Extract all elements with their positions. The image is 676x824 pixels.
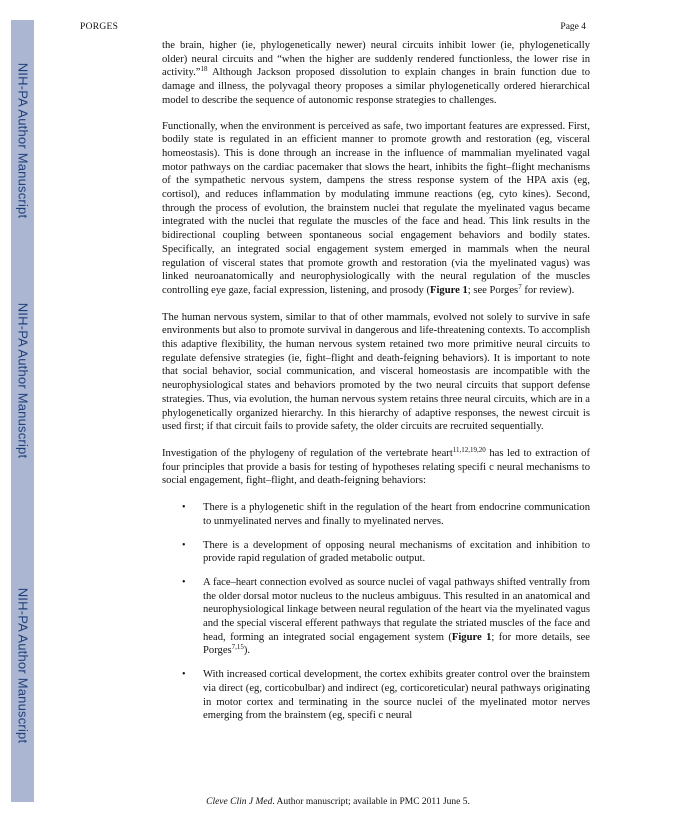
paragraph-3: The human nervous system, similar to that of other mammals, evolved not solely to survive in safe environments but also to promote survival in dangerous and life-threatening contexts. To accomplish this adaptive flexibility, the human nervous system retained two more primitive neural circuits to regulate defensive strategies (ie, fight–flight and death-feigning behaviors). It is important to note that social behavior, social communication, and visceral homeostasis are incompatible with the neurophysiological states and behaviors promoted by the two neural circuits that support defense strategies. Thus, via evolution, the human nervous system retains three neural circuits, which are in a phylogenetically organized hierarchy. In this hierarchy of adaptive responses, the newest circuit is used first; if that circuit fails to provide safety, the older circuits are recruited sequentially. bbox=[162, 311, 590, 433]
bullet-icon: • bbox=[182, 669, 186, 681]
journal-name: Cleve Clin J Med bbox=[206, 797, 273, 807]
list-item: • A face–heart connection evolved as source nuclei of vagal pathways shifted ventrally from the older dorsal motor nucleus to the nucleus ambiguus. This resulted in an anatomical and neurophysiological linkage between neural regulation of the heart via the myelinated vagus and the special visceral efferent pathways that regulate the striated muscles of the face and head, forming an integrated social engagement system (Figure 1; for more details, see Porges$^{7,15}$). bbox=[182, 576, 590, 657]
list-item: • There is a phylogenetic shift in the regulation of the heart from endocrine communication to unmyelinated nerves and finally to myelinated nerves. bbox=[182, 502, 590, 527]
side-label-3: NIH-PA Author Manuscript bbox=[15, 587, 31, 743]
paragraph-2: Functionally, when the environment is perceived as safe, two important features are expressed. First, bodily state is regulated in an efficient manner to promote growth and restoration (eg, visceral homeostasis). This is done through an increase in the influence of mammalian myelinated vagal motor pathways on the cardiac pacemaker that slows the heart, inhibits the fight–flight mechanisms of the sympathetic nervous system, dampens the stress response system of the HPA axis (eg, cortisol), and reduces inflammation by modulating immune reactions (eg, cyto kines). Second, through the process of evolution, the brainstem nuclei that regulate the myelinated vagus became integrated with the nuclei that regulate the muscles of the face and head. This link results in the bidirectional coupling between spontaneous social engagement behaviors and bodily states. Specifically, an integrated social engagement system emerged in mammals when the neural regulation of visceral states that promote growth and restoration (via the myelinated vagus) was linked neuroanatomically and neurophysiologically with the neural regulation of the muscles controlling eye gaze, facial expression, listening, and prosody (Figure 1; see Porges$^7$ for review). bbox=[162, 120, 590, 296]
principles-list bbox=[162, 501, 590, 723]
nihpa-side-banner bbox=[11, 20, 34, 802]
paragraph-1: the brain, higher (ie, phylogenetically newer) neural circuits inhibit lower (ie, phylogenetically older) neural circuits and “when the higher are suddenly rendered functionless, the lower rise in activity.”$^{18}$ Although Jackson proposed dissolution to explain changes in brain function due to damage and illness, the polyvagal theory proposes a similar phylogenetically ordered hierarchical model to describe the sequence of autonomic response strategies to challenges. bbox=[162, 40, 590, 106]
bullet-icon: • bbox=[182, 576, 186, 588]
bullet-icon: • bbox=[182, 539, 186, 551]
side-label-1: NIH-PA Author Manuscript bbox=[15, 62, 31, 218]
list-item: • With increased cortical development, the cortex exhibits greater control over the brainstem via direct (eg, corticobulbar) and indirect (eg, corticoreticular) neural pathways originating in motor cortex and terminating in the source nuclei of the myelinated motor nerves emerging from the brainstem (eg, specifi c neural bbox=[182, 669, 590, 722]
citation[interactable]: 11,12,19,20 bbox=[452, 445, 486, 454]
figure-reference[interactable]: Figure 1 bbox=[451, 631, 492, 643]
figure-reference[interactable]: Figure 1 bbox=[430, 284, 468, 296]
paragraph-4: Investigation of the phylogeny of regulation of the vertebrate heart$^{11,12,19,20}$ has led to extraction of four principles that provide a basis for testing of hypotheses relating specifi c neural mechanisms to social engagement, fight–flight, and death-feigning behaviors: bbox=[162, 445, 590, 487]
citation[interactable]: 7,15 bbox=[231, 643, 244, 652]
page-footer: Cleve Clin J Med. Author manuscript; available in PMC 2011 June 5. bbox=[206, 797, 470, 807]
article-body bbox=[162, 39, 590, 733]
citation[interactable]: 7 bbox=[518, 282, 522, 291]
side-label-2: NIH-PA Author Manuscript bbox=[15, 302, 31, 458]
list-item: • There is a development of opposing neural mechanisms of excitation and inhibition to provide rapid regulation of graded metabolic output. bbox=[182, 539, 590, 565]
running-header-author: PORGES bbox=[80, 22, 119, 32]
bullet-icon: • bbox=[182, 502, 186, 514]
citation[interactable]: 18 bbox=[200, 65, 208, 74]
page-number: Page 4 bbox=[560, 22, 586, 32]
